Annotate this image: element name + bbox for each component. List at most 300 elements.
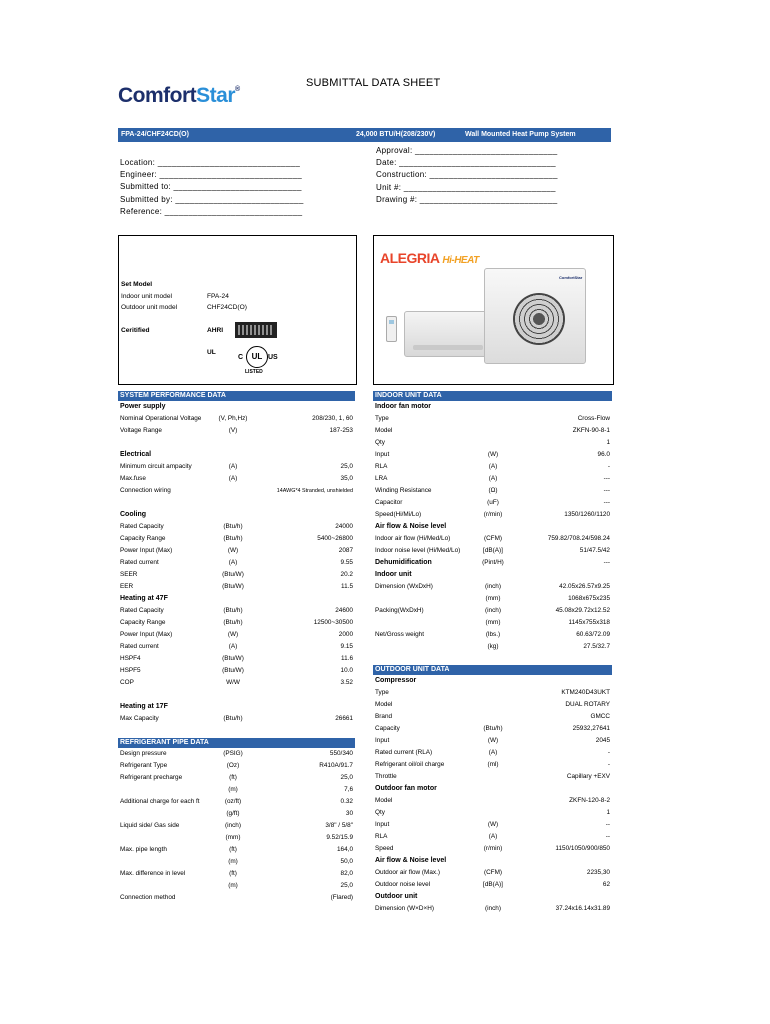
- set-model-box: [118, 235, 357, 385]
- row-unit: (Pint/H): [482, 559, 504, 566]
- fan-grille-icon: [513, 293, 565, 345]
- table-row: [373, 437, 612, 449]
- row-label: Throttle: [375, 773, 397, 780]
- outdoor-unit-table: [373, 675, 612, 920]
- row-value: 35,0: [340, 475, 353, 482]
- row-unit: (Btu/W): [222, 571, 244, 578]
- row-value: ---: [603, 499, 610, 506]
- row-value: 11.6: [341, 655, 353, 662]
- row-label: Rated current: [120, 559, 159, 566]
- row-value: 5400~26800: [317, 535, 353, 542]
- table-row: [373, 593, 612, 605]
- row-label: Refrigerant precharge: [120, 774, 183, 781]
- row-label: LRA: [375, 475, 388, 482]
- row-value: ---: [603, 475, 610, 482]
- row-value: 759.82/708.24/598.24: [547, 535, 610, 542]
- row-label: Dimension (WxDxH): [375, 583, 433, 590]
- table-row: [118, 856, 355, 868]
- table-row: [373, 605, 612, 617]
- table-row: [118, 437, 355, 449]
- row-label: Cooling: [120, 511, 147, 518]
- row-label: SEER: [120, 571, 138, 578]
- table-row: [118, 461, 355, 473]
- table-row: [373, 425, 612, 437]
- row-label: Outdoor air flow (Max.): [375, 869, 440, 876]
- row-unit: (A): [488, 749, 498, 756]
- row-unit: (inch): [225, 822, 241, 829]
- refrigerant-pipe-table: [118, 748, 355, 908]
- row-unit: (Btu/h): [223, 619, 243, 626]
- row-unit: [dB(A)]: [483, 881, 503, 888]
- row-label: Indoor unit: [375, 571, 412, 578]
- registered-mark: ®: [235, 86, 240, 93]
- row-value: 62: [602, 881, 610, 888]
- table-row: [118, 820, 355, 832]
- row-unit: (Btu/W): [222, 667, 244, 674]
- logo-text-b: Star: [196, 84, 236, 107]
- row-value: ---: [603, 487, 610, 494]
- submitted-by-field[interactable]: Submitted by: ___________________________: [120, 194, 304, 204]
- row-unit: (uF): [487, 499, 499, 506]
- row-unit: (V, Ph,Hz): [218, 415, 248, 422]
- table-row: [118, 581, 355, 593]
- row-label: Capacity: [375, 725, 400, 732]
- row-label: Heating at 17F: [120, 703, 168, 710]
- row-label: Type: [375, 415, 389, 422]
- row-label: Rated Capacity: [120, 523, 164, 530]
- row-unit: (Btu/h): [483, 725, 503, 732]
- row-unit: (Oz): [226, 762, 240, 769]
- row-unit: (inch): [485, 905, 501, 912]
- row-label: Connection wiring: [120, 487, 171, 494]
- header-system: Wall Mounted Heat Pump System: [465, 131, 576, 138]
- table-subheading: [373, 521, 612, 533]
- table-row: [373, 747, 612, 759]
- table-row: [373, 473, 612, 485]
- row-label: Air flow & Noise level: [375, 523, 447, 530]
- row-unit: (Btu/h): [223, 535, 243, 542]
- row-unit: (W): [227, 547, 239, 554]
- table-row: [373, 629, 612, 641]
- table-row: [373, 449, 612, 461]
- row-unit: (ft): [229, 846, 237, 853]
- row-unit: (mm): [225, 834, 241, 841]
- row-label: Type: [375, 689, 389, 696]
- row-unit: (lbs.): [485, 631, 501, 638]
- row-label: Outdoor noise level: [375, 881, 431, 888]
- row-label: Speed: [375, 845, 394, 852]
- row-label: Design pressure: [120, 750, 167, 757]
- reference-field[interactable]: Reference: _____________________________: [120, 206, 303, 216]
- row-value: Capillary +EXV: [566, 773, 610, 780]
- table-row: [118, 425, 355, 437]
- outdoor-unit-image: [484, 268, 586, 364]
- row-value: 2235,30: [586, 869, 610, 876]
- row-label: Dehumidification: [375, 559, 432, 566]
- table-subheading: [118, 401, 355, 413]
- table-row: [118, 557, 355, 569]
- row-value: ZKFN-120-8-2: [569, 797, 610, 804]
- row-value: 25,0: [340, 463, 353, 470]
- row-label: Speed(Hi/Mi/Lo): [375, 511, 422, 518]
- row-label: Refrigerant Type: [120, 762, 168, 769]
- row-label: Indoor fan motor: [375, 403, 431, 410]
- row-value: -: [607, 761, 610, 768]
- ahri-label: AHRI: [207, 327, 224, 334]
- table-subheading: [373, 855, 612, 867]
- row-label: Voltage Range: [120, 427, 162, 434]
- row-unit: (A): [228, 643, 238, 650]
- row-unit: W/W: [226, 679, 240, 686]
- row-value: 2045: [595, 737, 610, 744]
- row-unit: (V): [228, 427, 238, 434]
- row-unit: (A): [228, 559, 238, 566]
- row-label: Qty: [375, 809, 385, 816]
- indoor-unit-title: INDOOR UNIT DATA: [373, 391, 612, 401]
- table-subheading: [373, 783, 612, 795]
- table-row: [373, 461, 612, 473]
- row-value: 7,6: [344, 786, 353, 793]
- table-row: [118, 796, 355, 808]
- row-value: 3/8" / 5/8": [325, 822, 353, 829]
- row-value: 10.0: [340, 667, 353, 674]
- table-row: [373, 903, 612, 915]
- row-unit: (oz/ft): [224, 798, 242, 805]
- row-label: Max. difference in level: [120, 870, 186, 877]
- indoor-unit-image: [404, 311, 492, 357]
- date-field[interactable]: Date: _________________________________: [376, 158, 556, 168]
- row-value: 0.32: [340, 798, 353, 805]
- row-value: 1350/1260/1120: [564, 511, 610, 518]
- table-row: [373, 807, 612, 819]
- row-value: ZKFN-90-8-1: [572, 427, 610, 434]
- row-label: Indoor noise level (Hi/Med/Lo): [375, 547, 461, 554]
- table-subheading: [118, 593, 355, 605]
- form-left: [120, 157, 304, 218]
- alegria-logo-b: Hi-HEAT: [442, 255, 479, 266]
- row-label: Net/Gross weight: [375, 631, 425, 638]
- row-label: Capacity Range: [120, 619, 166, 626]
- row-value: --: [605, 821, 610, 828]
- indoor-model-label: Indoor unit model: [121, 293, 172, 300]
- system-performance-table: [118, 401, 355, 731]
- row-value: 26661: [335, 715, 353, 722]
- table-subheading: [373, 891, 612, 903]
- table-row: [373, 509, 612, 521]
- row-value: 82,0: [340, 870, 353, 877]
- row-unit: (W): [227, 631, 239, 638]
- row-value: 2000: [338, 631, 353, 638]
- row-value: --: [605, 833, 610, 840]
- row-value: 3.52: [340, 679, 353, 686]
- row-value: 25932,27641: [572, 725, 610, 732]
- alegria-logo: [380, 250, 479, 266]
- row-value: 27.5/32.7: [583, 643, 610, 650]
- table-row: [118, 653, 355, 665]
- row-label: Max. pipe length: [120, 846, 167, 853]
- header-bar: [118, 128, 611, 142]
- row-value: GMCC: [590, 713, 610, 720]
- table-row: [118, 748, 355, 760]
- row-unit: (W): [487, 821, 499, 828]
- row-label: Input: [375, 737, 390, 744]
- row-value: (Flared): [330, 894, 353, 901]
- comfortstar-logo: [118, 84, 240, 108]
- row-label: Indoor air flow (Hi/Med/Lo): [375, 535, 451, 542]
- row-unit: (W): [487, 451, 499, 458]
- outdoor-model-label: Outdoor unit model: [121, 304, 178, 311]
- table-row: [118, 569, 355, 581]
- table-row: [373, 819, 612, 831]
- table-row: [118, 617, 355, 629]
- table-row: [373, 735, 612, 747]
- row-unit: (Btu/h): [223, 523, 243, 530]
- row-label: Nominal Operational Voltage: [120, 415, 202, 422]
- row-unit: (m): [228, 786, 238, 793]
- row-value: 1068x675x235: [568, 595, 610, 602]
- refrigerant-pipe-header: [118, 738, 355, 748]
- table-row: [118, 521, 355, 533]
- table-row: [118, 713, 355, 725]
- row-value: KTM240D43UKT: [561, 689, 610, 696]
- table-row: [118, 784, 355, 796]
- table-row: [118, 880, 355, 892]
- row-label: Max Capacity: [120, 715, 159, 722]
- row-unit: (A): [228, 475, 238, 482]
- table-row: [118, 665, 355, 677]
- refrigerant-pipe-title: REFRIGERANT PIPE DATA: [118, 738, 355, 748]
- row-unit: (Btu/W): [222, 583, 244, 590]
- row-label: Liquid side/ Gas side: [120, 822, 180, 829]
- row-label: Model: [375, 797, 393, 804]
- row-value: 9.52/15.9: [326, 834, 353, 841]
- row-label: Power Input (Max): [120, 547, 173, 554]
- row-label: Input: [375, 451, 390, 458]
- row-unit: (CFM): [483, 535, 503, 542]
- row-label: Air flow & Noise level: [375, 857, 447, 864]
- location-field[interactable]: Location: ______________________________: [120, 158, 301, 167]
- row-value: 25,0: [340, 774, 353, 781]
- row-label: Outdoor fan motor: [375, 785, 437, 792]
- row-value: 550/340: [329, 750, 353, 757]
- system-performance-title: SYSTEM PERFORMANCE DATA: [118, 391, 355, 401]
- table-subheading: [118, 449, 355, 461]
- row-label: Power Input (Max): [120, 631, 173, 638]
- row-unit: (kg): [487, 643, 499, 650]
- row-value: 187-253: [329, 427, 353, 434]
- construction-field[interactable]: Construction: ___________________________: [376, 170, 558, 180]
- row-unit: (Ω): [488, 487, 498, 494]
- row-value: 25,0: [340, 882, 353, 889]
- ul-us: US: [268, 354, 278, 361]
- alegria-logo-a: ALEGRIA: [380, 250, 439, 266]
- table-row: [118, 605, 355, 617]
- row-unit: (Btu/h): [223, 715, 243, 722]
- row-label: Model: [375, 427, 393, 434]
- engineer-field[interactable]: Engineer: ______________________________: [120, 170, 302, 180]
- drawing-number-field[interactable]: Drawing #: _____________________________: [376, 194, 558, 204]
- outdoor-unit-title: OUTDOOR UNIT DATA: [373, 665, 612, 675]
- table-row: [118, 485, 355, 497]
- ul-c: C: [238, 354, 244, 361]
- table-row: [118, 760, 355, 772]
- row-label: Rated current (RLA): [375, 749, 433, 756]
- row-unit: (A): [228, 463, 238, 470]
- row-value: 9.15: [340, 643, 353, 650]
- row-label: Compressor: [375, 677, 417, 684]
- row-unit: (PSIG): [223, 750, 243, 757]
- table-row: [373, 795, 612, 807]
- row-label: Input: [375, 821, 390, 828]
- row-unit: (A): [488, 833, 498, 840]
- table-row: [373, 687, 612, 699]
- row-unit: (mm): [485, 619, 501, 626]
- row-unit: (ml): [487, 761, 499, 768]
- table-row: [118, 629, 355, 641]
- row-value: 9.55: [340, 559, 353, 566]
- outdoor-unit-brand: ComfortStar: [559, 275, 583, 280]
- table-row: [373, 641, 612, 653]
- row-value: 11.5: [341, 583, 353, 590]
- ul-listed-logo: [238, 344, 278, 376]
- table-subheading: [373, 401, 612, 413]
- table-row: [118, 641, 355, 653]
- row-unit: (inch): [485, 607, 501, 614]
- row-unit: (inch): [485, 583, 501, 590]
- row-unit: (W): [487, 737, 499, 744]
- table-row: [373, 497, 612, 509]
- row-label: HSPF4: [120, 655, 141, 662]
- table-row: [373, 699, 612, 711]
- table-row: [373, 533, 612, 545]
- system-performance-header: [118, 391, 355, 401]
- approval-field[interactable]: Approval: ______________________________: [376, 146, 558, 155]
- indoor-unit-table: [373, 401, 612, 661]
- outdoor-unit-header: [373, 665, 612, 675]
- table-row: [118, 533, 355, 545]
- row-label: COP: [120, 679, 134, 686]
- table-row: [373, 617, 612, 629]
- table-subheading: [373, 569, 612, 581]
- row-value: 30: [345, 810, 353, 817]
- row-value: 96.0: [597, 451, 610, 458]
- submitted-to-field[interactable]: Submitted to: ___________________________: [120, 182, 302, 192]
- table-row: [373, 723, 612, 735]
- table-subheading: [118, 509, 355, 521]
- row-value: -: [607, 463, 610, 470]
- table-row: [118, 832, 355, 844]
- row-label: Model: [375, 701, 393, 708]
- table-row: [118, 497, 355, 509]
- row-value: 208/230, 1, 60: [312, 415, 353, 422]
- row-label: Outdoor unit: [375, 893, 418, 900]
- table-row: [373, 485, 612, 497]
- table-row: [373, 545, 612, 557]
- table-row: [118, 545, 355, 557]
- ul-listed: LISTED: [245, 369, 263, 375]
- row-label: Refrigerant oil/oil charge: [375, 761, 445, 768]
- table-row: [118, 689, 355, 701]
- row-value: 164,0: [337, 846, 353, 853]
- row-unit: (CFM): [483, 869, 503, 876]
- table-row: [118, 892, 355, 904]
- table-row: [118, 868, 355, 880]
- row-unit: [dB(A)]: [483, 547, 503, 554]
- table-row: [373, 759, 612, 771]
- table-subheading: [118, 701, 355, 713]
- indoor-unit-header: [373, 391, 612, 401]
- row-value: Cross-Flow: [577, 415, 610, 422]
- row-value: DUAL ROTARY: [565, 701, 610, 708]
- ahri-certified-logo: [235, 322, 277, 338]
- row-value: 50,0: [340, 858, 353, 865]
- row-label: Qty: [375, 439, 385, 446]
- product-image-box: [373, 235, 614, 385]
- table-row: [373, 843, 612, 855]
- remote-control-image: [386, 316, 397, 342]
- form-right: [376, 145, 558, 206]
- row-value: 1150/1050/900/850: [555, 845, 610, 852]
- logo-text-a: Comfort: [118, 84, 197, 107]
- row-unit: (ft): [229, 870, 237, 877]
- unit-number-field[interactable]: Unit #: ________________________________: [376, 182, 556, 192]
- row-value: 60.63/72.09: [576, 631, 610, 638]
- table-row: [373, 867, 612, 879]
- table-row: [373, 581, 612, 593]
- certified-label: Ceritified: [121, 327, 150, 334]
- ul-label: UL: [207, 349, 216, 356]
- page-title: SUBMITTAL DATA SHEET: [306, 77, 441, 89]
- row-unit: (r/min): [483, 845, 503, 852]
- outdoor-model-value: CHF24CD(O): [207, 304, 247, 311]
- row-label: EER: [120, 583, 134, 590]
- table-row: [118, 677, 355, 689]
- table-row: [373, 413, 612, 425]
- row-label: RLA: [375, 833, 388, 840]
- row-label: Winding Resistance: [375, 487, 432, 494]
- row-value: 24000: [335, 523, 353, 530]
- row-label: Rated Capacity: [120, 607, 164, 614]
- table-row: [373, 879, 612, 891]
- row-value: 42.05x26.57x9.25: [559, 583, 610, 590]
- row-label: Capacitor: [375, 499, 403, 506]
- header-capacity: 24,000 BTU/H(208/230V): [356, 131, 436, 138]
- row-label: RLA: [375, 463, 388, 470]
- table-row: [118, 413, 355, 425]
- row-unit: (Btu/h): [223, 607, 243, 614]
- table-row: [118, 808, 355, 820]
- row-value: ---: [603, 559, 610, 566]
- header-model: FPA-24/CHF24CD(O): [121, 131, 189, 138]
- row-unit: (g/ft): [226, 810, 240, 817]
- row-unit: (m): [228, 882, 238, 889]
- table-row: [373, 831, 612, 843]
- row-unit: (A): [488, 463, 498, 470]
- table-subheading: [373, 675, 612, 687]
- table-row: [373, 557, 612, 569]
- row-label: HSPF5: [120, 667, 141, 674]
- row-value: 45.08x29.72x12.52: [555, 607, 610, 614]
- table-row: [373, 771, 612, 783]
- table-row: [373, 711, 612, 723]
- row-label: Rated current: [120, 643, 159, 650]
- table-row: [118, 772, 355, 784]
- row-label: Power supply: [120, 403, 166, 410]
- row-label: Brand: [375, 713, 393, 720]
- row-unit: (Btu/W): [222, 655, 244, 662]
- ul-circle-icon: UL: [246, 346, 268, 368]
- row-label: Heating at 47F: [120, 595, 168, 602]
